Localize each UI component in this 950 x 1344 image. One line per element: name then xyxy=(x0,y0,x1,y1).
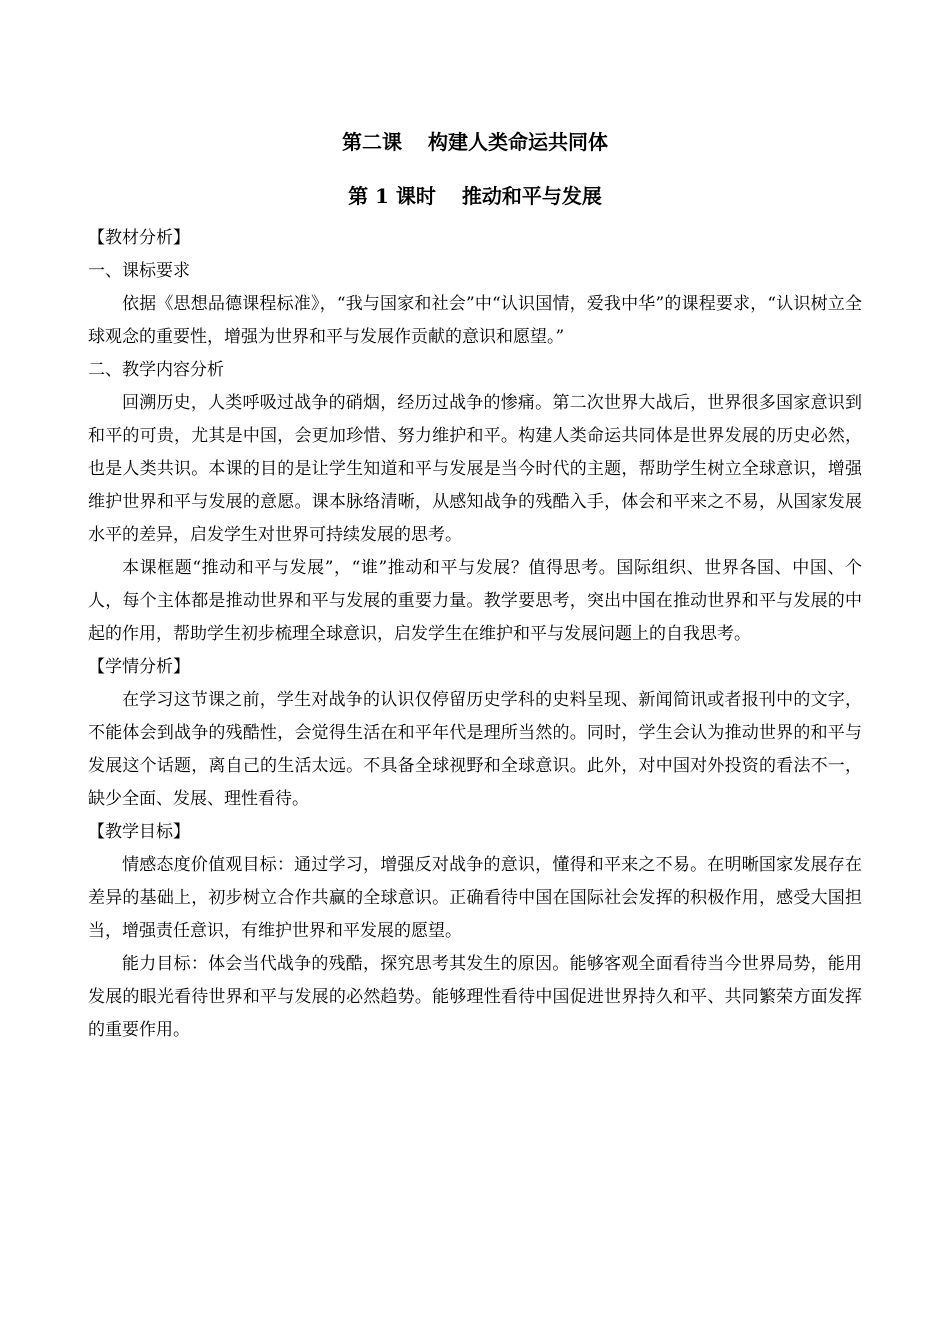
subheading-curriculum: 一、课标要求 xyxy=(88,261,190,281)
paragraph-student-analysis: 在学习这节课之前，学生对战争的认识仅停留历史学科的史料呈现、新闻简讯或者报刊中的文字，不能体会到战争的残酷性，会觉得生活在和平年代是理所当然的。同时，学生会认为推动世界的和平与发展这个话题，离自己的生活太远。不具备全球视野和全球意识。此外，对中国对外投资的看法不一，缺少全面、发展、理性看待。 xyxy=(88,690,862,809)
lesson-name: 构建人类命运共同体 xyxy=(428,130,608,154)
section-heading-teaching-goals: 【教学目标】 xyxy=(88,822,190,842)
lesson-title xyxy=(88,124,862,160)
paragraph-goal-ability: 能力目标：体会当代战争的残酷，探究思考其发生的原因。能够客观全面看待当今世界局势，能用发展的眼光看待世界和平与发展的必然趋势。能够理性看待中国促进世界持久和平、共同繁荣方面发挥的重要作用。 xyxy=(88,954,862,1040)
lesson-number: 第二课 xyxy=(342,130,402,154)
section-heading-student-analysis: 【学情分析】 xyxy=(88,657,190,677)
period-title xyxy=(88,178,862,214)
paragraph-curriculum: 依据《思想品德课程标准》，“我与国家和社会”中“认识国情，爱我中华”的课程要求，“认识树立全球观念的重要性，增强为世界和平与发展作贡献的意识和愿望。” xyxy=(88,294,862,347)
paragraph-content-2: 本课框题“推动和平与发展”，“谁”推动和平与发展？值得思考。国际组织、世界各国、中国、个人，每个主体都是推动世界和平与发展的重要力量。教学要思考，突出中国在推动世界和平与发展的中起的作用，帮助学生初步梳理全球意识，启发学生在维护和平与发展问题上的自我思考。 xyxy=(88,558,862,644)
subheading-content-analysis: 二、教学内容分析 xyxy=(88,360,224,380)
paragraph-content-1: 回溯历史，人类呼吸过战争的硝烟，经历过战争的惨痛。第二次世界大战后，世界很多国家意识到和平的可贵，尤其是中国，会更加珍惜、努力维护和平。构建人类命运共同体是世界发展的历史必然，也是人类共识。本课的目的是让学生知道和平与发展是当今时代的主题，帮助学生树立全球意识，增强维护世界和平与发展的意愿。课本脉络清晰，从感知战争的残酷入手，体会和平来之不易，从国家发展水平的差异，启发学生对世界可持续发展的思考。 xyxy=(88,393,862,545)
paragraph-goal-emotion: 情感态度价值观目标：通过学习，增强反对战争的意识，懂得和平来之不易。在明晰国家发展存在差异的基础上，初步树立合作共赢的全球意识。正确看待中国在国际社会发挥的积极作用，感受大国担当，增强责任意识，有维护世界和平发展的愿望。 xyxy=(88,855,862,941)
section-heading-textbook-analysis: 【教材分析】 xyxy=(88,228,190,248)
period-number: 第 1 课时 xyxy=(348,184,436,208)
period-name: 推动和平与发展 xyxy=(461,184,602,208)
document-page xyxy=(88,124,862,1047)
